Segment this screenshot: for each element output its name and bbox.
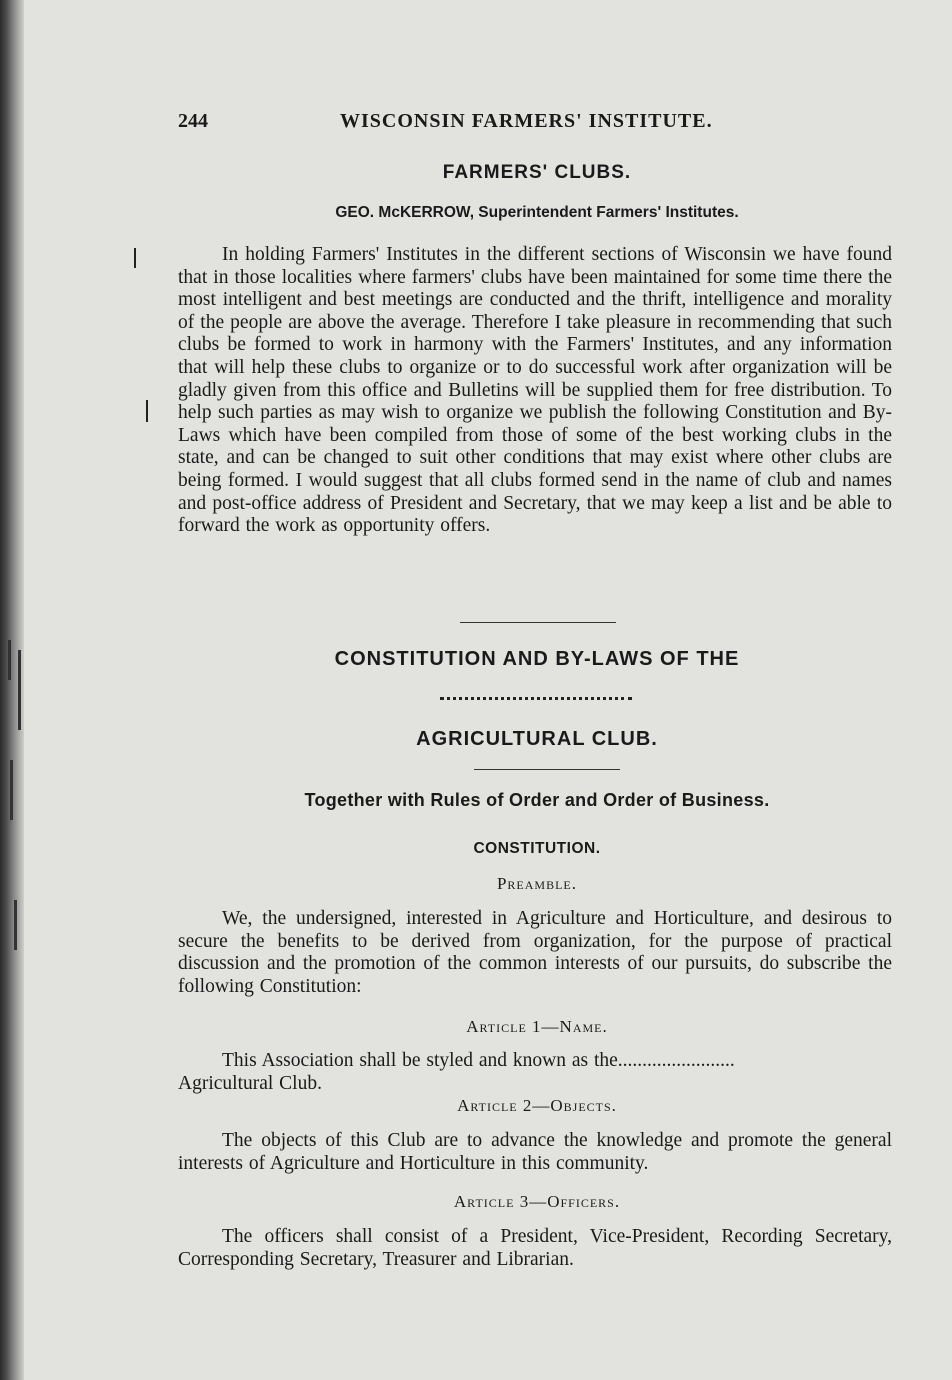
divider — [460, 622, 616, 623]
preamble-heading: Preamble. — [496, 874, 578, 893]
article-2-heading: Article 2—Objects. — [457, 1096, 617, 1115]
margin-mark — [134, 248, 136, 268]
divider — [474, 769, 620, 770]
article-1-line1: This Association shall be styled and known as the........................ — [222, 1050, 735, 1071]
page-header — [178, 110, 896, 140]
book-page — [24, 0, 952, 1380]
article-3-text: The officers shall consist of a President, Vice-President, Recording Secretary, Corresponding Secretary, Treasurer and Librarian. — [178, 1226, 892, 1270]
section-heading-2: AGRICULTURAL CLUB. — [416, 728, 658, 750]
article-2-text: The objects of this Club are to advance the knowledge and promote the general interests of Agriculture and Horticulture in this community. — [178, 1130, 892, 1174]
byline: GEO. McKERROW, Superintendent Farmers' Institutes. — [335, 204, 739, 221]
intro-paragraph: In holding Farmers' Institutes in the different sections of Wisconsin we have found that in those localities where farmers' clubs have been maintained for some time there the most intelligent and best meetings are conducted and the thrift, intelligence and morality of the people are above the average. Therefore I take pleasure in recommending that such clubs be formed to work in harmony with the Farmers' Institutes, and any information that will help these clubs to organize or to do successful work after organization will be gladly given from this office and Bulletins will be supplied them for free distribution. To help such parties as may wish to organize we publish the following Constitution and By-Laws which have been compiled from those of some of the best working clubs in the state, and can be changed to suit other conditions that may exist where other clubs are being formed. I would suggest that all clubs formed send in the name of club and names and post-office address of President and Secretary, that we may keep a list and be able to forward the work as opportunity offers. — [178, 244, 892, 537]
subtitle: Together with Rules of Order and Order of Business. — [304, 790, 770, 810]
page-number: 244 — [178, 110, 208, 132]
margin-mark — [146, 400, 148, 422]
article-1-line2: Agricultural Club. — [178, 1072, 322, 1094]
section-heading-1: CONSTITUTION AND BY-LAWS OF THE — [334, 648, 740, 670]
running-title: WISCONSIN FARMERS' INSTITUTE. — [340, 110, 713, 132]
article-title: FARMERS' CLUBS. — [442, 162, 632, 183]
constitution-heading: CONSTITUTION. — [473, 840, 601, 857]
article-3-heading: Article 3—Officers. — [453, 1192, 621, 1211]
dotted-blank — [440, 697, 632, 700]
article-1-heading: Article 1—Name. — [466, 1017, 608, 1036]
article-1-text — [178, 1050, 892, 1095]
preamble-text: We, the undersigned, interested in Agriculture and Horticulture, and desirous to secure the benefits to be derived from organization, for the purpose of practical discussion and the promotion of the common interests of our pursuits, do subscribe the following Constitution: — [178, 908, 892, 997]
